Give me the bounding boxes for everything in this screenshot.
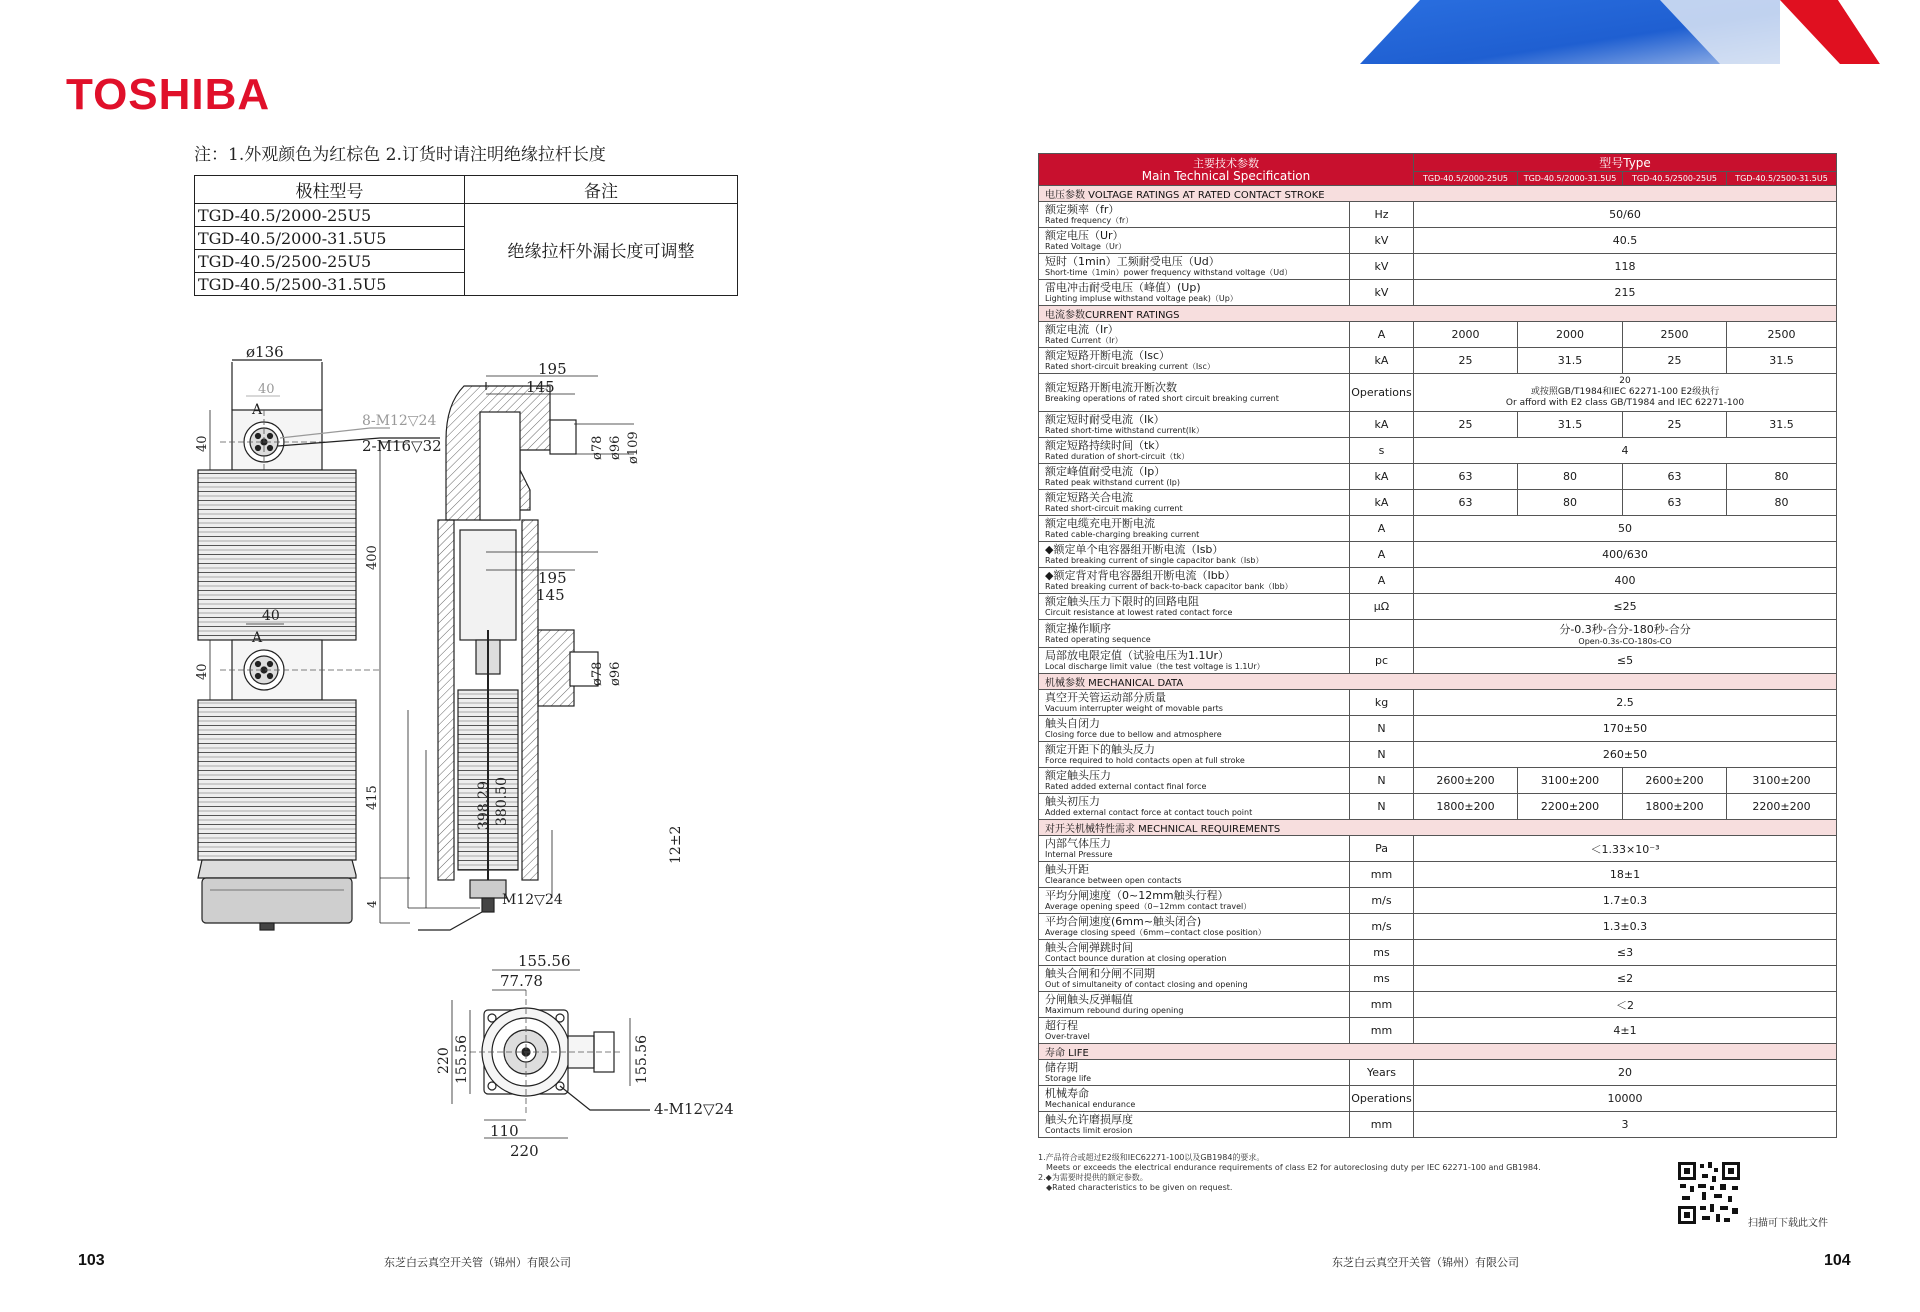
parameter-name-en: Internal Pressure — [1045, 850, 1113, 859]
corner-decoration — [1360, 0, 1920, 64]
parameter-name — [1039, 374, 1350, 412]
parameter-value: 31.5 — [1518, 412, 1623, 438]
parameter-unit: s — [1350, 438, 1414, 464]
pole-model-cell: TGD-40.5/2000-31.5U5 — [195, 227, 465, 250]
parameter-value: 4 — [1414, 438, 1837, 464]
parameter-name — [1039, 412, 1350, 438]
section-header: 机械参数 MECHANICAL DATA — [1039, 674, 1837, 690]
parameter-value: 170±50 — [1414, 716, 1837, 742]
pole-model-table — [194, 175, 738, 296]
parameter-name — [1039, 742, 1350, 768]
parameter-value: 31.5 — [1518, 348, 1623, 374]
dim-v40-top: 40 — [195, 435, 210, 452]
parameter-unit — [1350, 620, 1414, 648]
parameter-value: 80 — [1727, 464, 1837, 490]
footnote-line: 2.◆为需要时提供的额定参数。 — [1038, 1173, 1148, 1182]
parameter-name-cn: 触头自闭力 — [1045, 717, 1100, 730]
parameter-name-cn: 机械寿命 — [1045, 1087, 1089, 1100]
parameter-name — [1039, 516, 1350, 542]
parameter-unit: A — [1350, 542, 1414, 568]
parameter-name-en: Mechanical endurance — [1045, 1100, 1136, 1109]
parameter-name — [1039, 1018, 1350, 1044]
parameter-name-cn: 超行程 — [1045, 1019, 1078, 1032]
parameter-name — [1039, 438, 1350, 464]
spec-row — [1039, 490, 1837, 516]
parameter-value: 2500 — [1623, 322, 1727, 348]
parameter-name-en: Closing force due to bellow and atmosphere — [1045, 730, 1222, 739]
parameter-value: 50 — [1414, 516, 1837, 542]
parameter-name — [1039, 690, 1350, 716]
section-header: 对开关机械特性需求 MECHNICAL REQUIREMENTS — [1039, 820, 1837, 836]
parameter-value: 400/630 — [1414, 542, 1837, 568]
parameter-value: 2.5 — [1414, 690, 1837, 716]
spec-row — [1039, 568, 1837, 594]
parameter-unit: Operations — [1350, 1086, 1414, 1112]
parameter-unit: kV — [1350, 254, 1414, 280]
type-header: 型号Type — [1414, 154, 1837, 172]
dim-d78-mid: ø78 — [590, 661, 605, 686]
dim-380: 380.50 — [494, 777, 510, 826]
parameter-name-en: Added external contact force at contact touch point — [1045, 808, 1253, 817]
spec-row — [1039, 1060, 1837, 1086]
spec-row — [1039, 1112, 1837, 1138]
parameter-value: 1800±200 — [1414, 794, 1518, 820]
dim-d136: ø136 — [246, 343, 284, 361]
parameter-name-en: Short-time（1min）power frequency withstand voltage（Ud） — [1045, 268, 1293, 277]
parameter-name-cn: 触头合闸弹跳时间 — [1045, 941, 1133, 954]
section-header: 寿命 LIFE — [1039, 1044, 1837, 1060]
parameter-name-cn: ◆额定背对背电容器组开断电流（Ibb） — [1045, 569, 1236, 582]
parameter-value: 80 — [1727, 490, 1837, 516]
parameter-name-cn: 触头允许磨损厚度 — [1045, 1113, 1133, 1126]
parameter-name — [1039, 648, 1350, 674]
footnote-line: 1.产品符合或超过E2级和IEC62271-100以及GB1984的要求。 — [1038, 1153, 1265, 1162]
parameter-value: ≤25 — [1414, 594, 1837, 620]
parameter-value: 2000 — [1518, 322, 1623, 348]
pole-model-cell: TGD-40.5/2500-31.5U5 — [195, 273, 465, 296]
parameter-name-cn: 短时（1min）工频耐受电压（Ud） — [1045, 255, 1220, 268]
parameter-value: 18±1 — [1414, 862, 1837, 888]
parameter-name-en: Vacuum interrupter weight of movable parts — [1045, 704, 1223, 713]
parameter-value: 31.5 — [1727, 412, 1837, 438]
parameter-value: 63 — [1414, 464, 1518, 490]
spec-row — [1039, 992, 1837, 1018]
spec-row — [1039, 280, 1837, 306]
spec-row — [1039, 542, 1837, 568]
parameter-name — [1039, 202, 1350, 228]
parameter-name — [1039, 966, 1350, 992]
bottom-view — [452, 970, 650, 1138]
parameter-name-en: Rated breaking current of single capacitor bank（Isb） — [1045, 556, 1264, 565]
spec-row — [1039, 202, 1837, 228]
parameter-unit: kg — [1350, 690, 1414, 716]
dim-195-mid: 195 — [538, 569, 567, 587]
parameter-name-en: Maximum rebound during opening — [1045, 1006, 1184, 1015]
parameter-name-cn: 平均合闸速度(6mm~触头闭合) — [1045, 915, 1202, 928]
parameter-value: ≤2 — [1414, 966, 1837, 992]
spec-row — [1039, 716, 1837, 742]
parameter-name-cn: 额定短路开断电流（Isc） — [1045, 349, 1171, 362]
parameter-name-cn: 额定峰值耐受电流（Ip） — [1045, 465, 1166, 478]
spec-row — [1039, 438, 1837, 464]
parameter-name-cn: 分闸触头反弹幅值 — [1045, 993, 1133, 1006]
toshiba-logo: TOSHIBA — [66, 70, 271, 119]
parameter-value-extra: 或按照GB/T1984和IEC 62271-100 E2级执行 — [1530, 387, 1720, 397]
company-name-left: 东芝白云真空开关管（锦州）有限公司 — [384, 1256, 571, 1269]
parameter-value: 1800±200 — [1623, 794, 1727, 820]
parameter-value: 3100±200 — [1727, 768, 1837, 794]
parameter-unit: N — [1350, 742, 1414, 768]
parameter-value: 2200±200 — [1727, 794, 1837, 820]
parameter-value: 63 — [1623, 490, 1727, 516]
dim-bolt-gray: 8-M12▽24 — [362, 413, 437, 429]
spec-row — [1039, 594, 1837, 620]
parameter-name-cn: 额定短路持续时间（tk） — [1045, 439, 1166, 452]
spec-row — [1039, 228, 1837, 254]
parameter-value: 215 — [1414, 280, 1837, 306]
parameter-name-en: Breaking operations of rated short circuit breaking current — [1045, 394, 1279, 403]
technical-drawing — [180, 330, 780, 1190]
parameter-value: 2600±200 — [1414, 768, 1518, 794]
parameter-unit: Hz — [1350, 202, 1414, 228]
parameter-unit: Years — [1350, 1060, 1414, 1086]
parameter-name — [1039, 594, 1350, 620]
page-number-left: 103 — [78, 1252, 105, 1269]
company-name-right: 东芝白云真空开关管（锦州）有限公司 — [1332, 1256, 1519, 1269]
parameter-value: 80 — [1518, 464, 1623, 490]
parameter-name — [1039, 348, 1350, 374]
parameter-value: 2000 — [1414, 322, 1518, 348]
parameter-unit: m/s — [1350, 888, 1414, 914]
spec-title-cn: 主要技术参数 — [1193, 156, 1259, 170]
spec-row — [1039, 836, 1837, 862]
remark-header: 备注 — [465, 176, 738, 204]
parameter-name — [1039, 992, 1350, 1018]
parameter-name — [1039, 1086, 1350, 1112]
dim-d96-top: ø96 — [608, 435, 623, 460]
parameter-value: 3100±200 — [1518, 768, 1623, 794]
parameter-name — [1039, 542, 1350, 568]
dim-d78-top: ø78 — [590, 435, 605, 460]
spec-row — [1039, 742, 1837, 768]
parameter-value: 2200±200 — [1518, 794, 1623, 820]
spec-row — [1039, 254, 1837, 280]
parameter-unit: A — [1350, 516, 1414, 542]
parameter-name — [1039, 1112, 1350, 1138]
parameter-unit: kA — [1350, 490, 1414, 516]
dim-398: 398.29 — [476, 781, 492, 830]
model-header: TGD-40.5/2500-31.5U5 — [1727, 172, 1837, 186]
parameter-value: ≤5 — [1414, 648, 1837, 674]
parameter-name-en: Average opening speed（0~12mm contact travel） — [1045, 902, 1252, 911]
parameter-name-en: Circuit resistance at lowest rated contact force — [1045, 608, 1233, 617]
parameter-name-en: Rated added external contact final force — [1045, 782, 1207, 791]
parameter-name-cn: 触头合闸和分闸不同期 — [1045, 967, 1155, 980]
parameter-name-cn: 额定触头压力 — [1045, 769, 1111, 782]
parameter-value: ＜2 — [1414, 992, 1837, 1018]
parameter-value: 63 — [1414, 490, 1518, 516]
parameter-name-cn: ◆额定单个电容器组开断电流（Isb） — [1045, 543, 1224, 556]
parameter-value: 25 — [1414, 348, 1518, 374]
parameter-name-cn: 额定操作顺序 — [1045, 622, 1111, 635]
dim-145-mid: 145 — [536, 586, 565, 604]
parameter-value: 4±1 — [1414, 1018, 1837, 1044]
parameter-name-en: Rated Voltage（Ur） — [1045, 242, 1127, 251]
parameter-name-cn: 平均分闸速度（0~12mm触头行程） — [1045, 889, 1229, 902]
parameter-name — [1039, 620, 1350, 648]
dim-v415: 415 — [365, 785, 380, 810]
spec-row — [1039, 862, 1837, 888]
parameter-name — [1039, 862, 1350, 888]
spec-row — [1039, 620, 1837, 648]
spec-row — [1039, 322, 1837, 348]
parameter-name — [1039, 228, 1350, 254]
model-header: TGD-40.5/2500-25U5 — [1623, 172, 1727, 186]
parameter-name-en: Lighting impluse withstand voltage peak)（Up） — [1045, 294, 1238, 303]
spec-title — [1039, 154, 1414, 186]
parameter-name-en: Rated Current（Ir） — [1045, 336, 1123, 345]
parameter-value: 25 — [1623, 412, 1727, 438]
parameter-name-cn: 真空开关管运动部分质量 — [1045, 691, 1166, 704]
parameter-value — [1414, 374, 1837, 412]
dim-v4: 4 — [365, 900, 379, 908]
parameter-unit: kA — [1350, 348, 1414, 374]
parameter-value: 10000 — [1414, 1086, 1837, 1112]
parameter-unit: kA — [1350, 412, 1414, 438]
parameter-value: 3 — [1414, 1112, 1837, 1138]
parameter-name-cn: 储存期 — [1045, 1061, 1078, 1074]
parameter-name — [1039, 888, 1350, 914]
dim-v40-mid: 40 — [195, 663, 210, 680]
spec-body — [1039, 186, 1837, 1138]
parameter-value: 25 — [1414, 412, 1518, 438]
dim-v400: 400 — [365, 545, 380, 570]
parameter-unit: mm — [1350, 992, 1414, 1018]
parameter-name-en: Rated short-circuit making current — [1045, 504, 1183, 513]
parameter-name — [1039, 1060, 1350, 1086]
section-header: 电压参数 VOLTAGE RATINGS AT RATED CONTACT STROKE — [1039, 186, 1837, 202]
parameter-value-main: 分-0.3秒-合分-180秒-合分 — [1559, 622, 1691, 636]
appearance-note: 注：1.外观颜色为红棕色 2.订货时请注明绝缘拉杆长度 — [194, 145, 606, 165]
parameter-value: 20 — [1414, 1060, 1837, 1086]
parameter-name-cn: 内部气体压力 — [1045, 837, 1111, 850]
parameter-name-en: Rated cable-charging breaking current — [1045, 530, 1200, 539]
parameter-unit: A — [1350, 568, 1414, 594]
parameter-name-cn: 触头开距 — [1045, 863, 1089, 876]
spec-row — [1039, 516, 1837, 542]
parameter-value: ＜1.33×10⁻³ — [1414, 836, 1837, 862]
parameter-name-cn: 额定短路开断电流开断次数 — [1045, 381, 1177, 394]
model-header: TGD-40.5/2000-31.5U5 — [1518, 172, 1623, 186]
parameter-unit: A — [1350, 322, 1414, 348]
footnote-line: Meets or exceeds the electrical endurance requirements of class E2 for autoreclosing duty per IEC 62271-100 and GB1984. — [1046, 1163, 1541, 1172]
dim-b155-right: 155.56 — [634, 1035, 650, 1084]
dim-145-top: 145 — [526, 378, 555, 396]
parameter-name-cn: 额定电流（Ir） — [1045, 323, 1119, 336]
parameter-unit: kV — [1350, 228, 1414, 254]
spec-row — [1039, 888, 1837, 914]
dim-b-bolts: 4-M12▽24 — [654, 1100, 734, 1118]
spec-row — [1039, 1018, 1837, 1044]
spec-row — [1039, 412, 1837, 438]
spec-row — [1039, 940, 1837, 966]
dim-b110: 110 — [490, 1122, 519, 1140]
qr-caption: 扫描可下载此文件 — [1748, 1218, 1828, 1229]
parameter-unit: mm — [1350, 862, 1414, 888]
parameter-unit: ms — [1350, 966, 1414, 992]
parameter-name-cn: 额定短时耐受电流（Ik） — [1045, 413, 1165, 426]
spec-row — [1039, 768, 1837, 794]
dim-d96-mid: ø96 — [608, 661, 623, 686]
parameter-value: 1.7±0.3 — [1414, 888, 1837, 914]
dim-b220-left: 220 — [436, 1047, 452, 1074]
parameter-name-en: Rated frequency（fr） — [1045, 216, 1134, 225]
parameter-name-en: Rated breaking current of back-to-back capacitor bank（Ibb） — [1045, 582, 1293, 591]
pole-model-cell: TGD-40.5/2000-25U5 — [195, 204, 465, 227]
parameter-unit: Operations — [1350, 374, 1414, 412]
parameter-name — [1039, 940, 1350, 966]
parameter-value: ≤3 — [1414, 940, 1837, 966]
parameter-unit: ms — [1350, 940, 1414, 966]
parameter-name-en: Out of simultaneity of contact closing and opening — [1045, 980, 1248, 989]
parameter-name — [1039, 914, 1350, 940]
parameter-value: 118 — [1414, 254, 1837, 280]
parameter-name — [1039, 768, 1350, 794]
parameter-name — [1039, 322, 1350, 348]
remark-cell: 绝缘拉杆外漏长度可调整 — [465, 204, 738, 296]
parameter-name — [1039, 716, 1350, 742]
parameter-name-en: Local discharge limit value（the test voltage is 1.1Ur） — [1045, 662, 1265, 671]
spec-row — [1039, 374, 1837, 412]
dim-40-mid: 40 — [262, 608, 280, 624]
parameter-name — [1039, 490, 1350, 516]
dim-b77: 77.78 — [500, 972, 543, 990]
parameter-name-en: Rated operating sequence — [1045, 635, 1151, 644]
spec-row — [1039, 690, 1837, 716]
pole-model-header: 极柱型号 — [195, 176, 465, 204]
page-number-right: 104 — [1824, 1252, 1851, 1269]
spec-row — [1039, 464, 1837, 490]
parameter-name-cn: 额定频率（fr） — [1045, 203, 1120, 216]
spec-row — [1039, 348, 1837, 374]
parameter-unit: N — [1350, 768, 1414, 794]
spec-title-en: Main Technical Specification — [1141, 168, 1311, 183]
qr-code[interactable] — [1676, 1160, 1742, 1226]
parameter-name-cn: 额定触头压力下限时的回路电阻 — [1045, 595, 1199, 608]
label-a-mid: A — [252, 630, 263, 646]
parameter-unit: N — [1350, 716, 1414, 742]
parameter-value: 1.3±0.3 — [1414, 914, 1837, 940]
parameter-name-cn: 雷电冲击耐受电压（峰值）(Up) — [1045, 281, 1201, 294]
parameter-unit: pc — [1350, 648, 1414, 674]
parameter-name-en: Contacts limit erosion — [1045, 1126, 1133, 1135]
footnote-line: ◆Rated characteristics to be given on request. — [1046, 1183, 1233, 1192]
parameter-name-cn: 额定开距下的触头反力 — [1045, 743, 1155, 756]
pole-model-cell: TGD-40.5/2500-25U5 — [195, 250, 465, 273]
parameter-value: 63 — [1623, 464, 1727, 490]
parameter-value-main: 20 — [1619, 376, 1631, 386]
spec-row — [1039, 914, 1837, 940]
parameter-name-en: Clearance between open contacts — [1045, 876, 1182, 885]
parameter-unit: Pa — [1350, 836, 1414, 862]
dim-b220-bottom: 220 — [510, 1142, 539, 1160]
parameter-name-en: Rated duration of short-circuit（tk） — [1045, 452, 1190, 461]
parameter-name-en: Average closing speed（6mm~contact close position） — [1045, 928, 1266, 937]
dim-40-top-gray: 40 — [258, 382, 275, 397]
parameter-name-en: Force required to hold contacts open at full stroke — [1045, 756, 1245, 765]
parameter-value: 2600±200 — [1623, 768, 1727, 794]
parameter-name-cn: 触头初压力 — [1045, 795, 1100, 808]
parameter-name — [1039, 280, 1350, 306]
parameter-value-extra: Open-0.3s-CO-180s-CO — [1578, 636, 1672, 646]
parameter-name — [1039, 464, 1350, 490]
parameter-value: 25 — [1623, 348, 1727, 374]
parameter-name — [1039, 836, 1350, 862]
parameter-name-en: Rated short-time withstand current(Ik） — [1045, 426, 1204, 435]
parameter-value-extra: Or afford with E2 class GB/T1984 and IEC 62271-100 — [1505, 398, 1745, 408]
parameter-unit: N — [1350, 794, 1414, 820]
parameter-name-cn: 额定电压（Ur） — [1045, 229, 1124, 242]
spec-row — [1039, 1086, 1837, 1112]
parameter-name-en: Over-travel — [1045, 1032, 1090, 1041]
parameter-value: 50/60 — [1414, 202, 1837, 228]
footnotes — [1038, 1153, 1541, 1193]
parameter-unit: μΩ — [1350, 594, 1414, 620]
dim-bolt-main: 2-M16▽32 — [362, 437, 442, 455]
parameter-name — [1039, 568, 1350, 594]
parameter-name-en: Storage life — [1045, 1074, 1092, 1083]
parameter-value: 31.5 — [1727, 348, 1837, 374]
dim-195-top: 195 — [538, 360, 567, 378]
spec-row — [1039, 648, 1837, 674]
parameter-name-en: Rated peak withstand current (Ip) — [1045, 478, 1180, 487]
spec-table — [1038, 153, 1837, 1138]
spec-row — [1039, 966, 1837, 992]
dim-b155-top: 155.56 — [518, 952, 571, 970]
parameter-unit: kV — [1350, 280, 1414, 306]
parameter-name-cn: 额定电缆充电开断电流 — [1045, 517, 1155, 530]
parameter-name-cn: 额定短路关合电流 — [1045, 491, 1133, 504]
dim-m12: M12▽24 — [502, 892, 563, 908]
parameter-name — [1039, 794, 1350, 820]
parameter-value: 40.5 — [1414, 228, 1837, 254]
parameter-unit: kA — [1350, 464, 1414, 490]
spec-row — [1039, 794, 1837, 820]
parameter-name-en: Rated short-circuit breaking current（Isc） — [1045, 362, 1215, 371]
right-page — [960, 0, 1920, 1312]
parameter-value: 260±50 — [1414, 742, 1837, 768]
parameter-name-cn: 局部放电限定值（试验电压为1.1Ur） — [1045, 649, 1230, 662]
dim-12: 12±2 — [668, 825, 684, 864]
parameter-value: 80 — [1518, 490, 1623, 516]
parameter-unit: m/s — [1350, 914, 1414, 940]
parameter-unit: mm — [1350, 1018, 1414, 1044]
dim-d109: ø109 — [626, 431, 641, 464]
parameter-unit: mm — [1350, 1112, 1414, 1138]
parameter-name-en: Contact bounce duration at closing operation — [1045, 954, 1227, 963]
label-a-top: A — [252, 402, 263, 418]
dim-b155-left: 155.56 — [454, 1035, 470, 1084]
parameter-value — [1414, 620, 1837, 648]
parameter-value: 2500 — [1727, 322, 1837, 348]
section-header: 电流参数CURRENT RATINGS — [1039, 306, 1837, 322]
parameter-name — [1039, 254, 1350, 280]
parameter-value: 400 — [1414, 568, 1837, 594]
model-header: TGD-40.5/2000-25U5 — [1414, 172, 1518, 186]
